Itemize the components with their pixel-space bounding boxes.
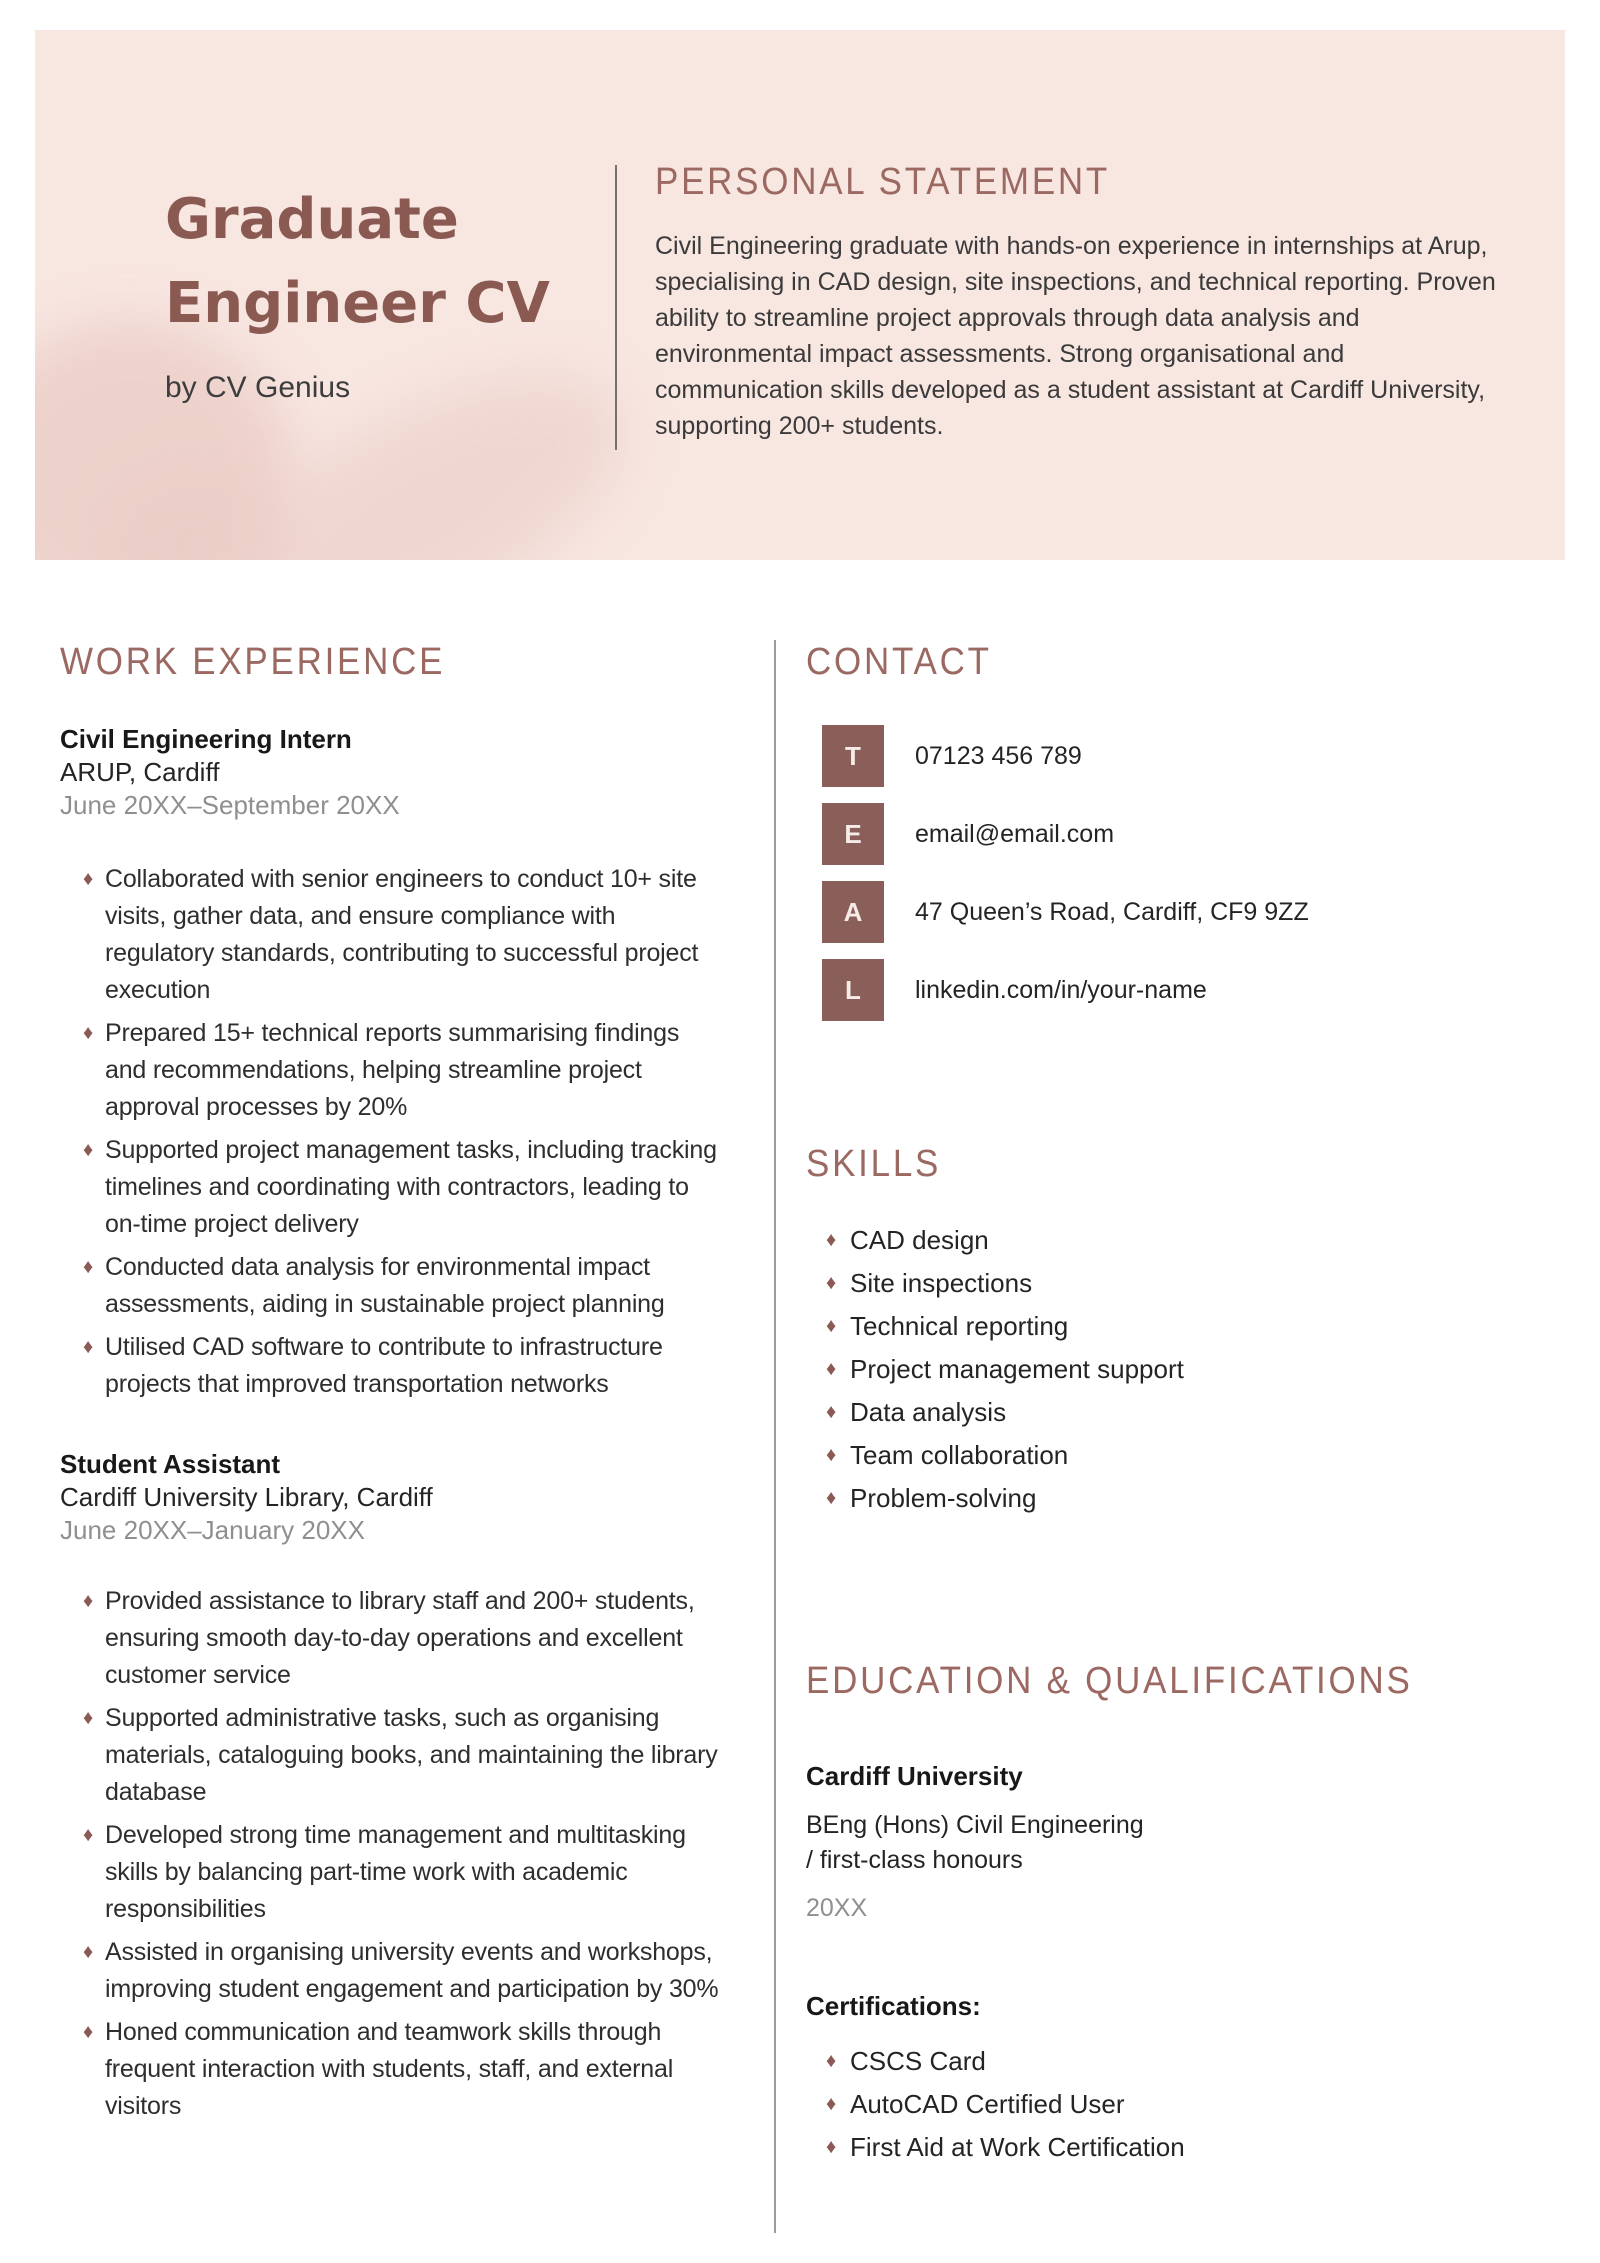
list-item	[60, 1015, 750, 1126]
list-item	[806, 1222, 1546, 1259]
diamond-bullet-icon: ♦	[83, 1590, 94, 1612]
job-title: Civil Engineering Intern	[60, 724, 352, 754]
diamond-bullet-icon: ♦	[826, 1487, 837, 1509]
certifications-list	[806, 2043, 1546, 2166]
job-dates: June 20XX–September 20XX	[60, 790, 400, 820]
education-section	[806, 1657, 1546, 2172]
list-item	[806, 1437, 1546, 1474]
header-divider	[615, 165, 617, 450]
byline: by CV Genius	[165, 371, 351, 404]
phone-value: 07123 456 789	[915, 741, 1082, 770]
graduation-year: 20XX	[806, 1894, 868, 1922]
diamond-bullet-icon: ♦	[83, 1336, 94, 1358]
work-experience-heading: WORK EXPERIENCE	[60, 641, 446, 683]
diamond-bullet-icon: ♦	[83, 1139, 94, 1161]
list-item	[806, 2086, 1546, 2123]
skill-text: Problem-solving	[850, 1483, 1037, 1513]
job-title: Student Assistant	[60, 1449, 281, 1479]
header-banner	[35, 30, 1565, 560]
degree-line-1: BEng (Hons) Civil Engineering	[806, 1811, 1144, 1839]
work-experience-section	[60, 638, 750, 2131]
diamond-bullet-icon: ♦	[826, 1444, 837, 1466]
bullet-text: Supported project management tasks, including tracking timelines and coordinating with contractors, leading to on-time project delivery	[105, 1136, 717, 1238]
column-divider	[774, 640, 776, 2233]
list-item	[806, 2129, 1546, 2166]
skill-text: Project management support	[850, 1354, 1184, 1384]
list-item	[60, 1817, 750, 1928]
job-bullet-list	[60, 1583, 750, 2125]
skills-section	[806, 1140, 1546, 1523]
contact-row-address	[822, 881, 1546, 943]
diamond-bullet-icon: ♦	[83, 1824, 94, 1846]
degree-line-2: / first-class honours	[806, 1846, 1023, 1874]
list-item	[60, 2014, 750, 2125]
contact-row-email	[822, 803, 1546, 865]
certification-text: CSCS Card	[850, 2046, 986, 2076]
skill-text: Site inspections	[850, 1268, 1033, 1298]
bullet-text: Utilised CAD software to contribute to infrastructure projects that improved transportation networks	[105, 1333, 663, 1398]
skill-text: Technical reporting	[850, 1311, 1069, 1341]
personal-statement-section	[655, 158, 1500, 444]
job-header	[60, 1448, 750, 1547]
phone-icon: T	[822, 725, 884, 787]
list-item	[806, 1394, 1546, 1431]
contact-section	[806, 638, 1546, 1021]
skill-text: Data analysis	[850, 1397, 1007, 1427]
job-org: ARUP, Cardiff	[60, 757, 220, 787]
diamond-bullet-icon: ♦	[83, 1707, 94, 1729]
list-item	[60, 1249, 750, 1323]
bullet-text: Assisted in organising university events and workshops, improving student engagement and participation by 30%	[105, 1938, 719, 2003]
bullet-text: Collaborated with senior engineers to conduct 10+ site visits, gather data, and ensure compliance with regulatory standards, contributing to successful project execution	[105, 865, 699, 1004]
diamond-bullet-icon: ♦	[826, 2136, 837, 2158]
diamond-bullet-icon: ♦	[83, 868, 94, 890]
list-item	[60, 1329, 750, 1403]
bullet-text: Supported administrative tasks, such as organising materials, cataloguing books, and maintaining the library database	[105, 1704, 718, 1806]
list-item	[60, 1132, 750, 1243]
diamond-bullet-icon: ♦	[83, 1941, 94, 1963]
diamond-bullet-icon: ♦	[826, 1229, 837, 1251]
list-item	[806, 1351, 1546, 1388]
diamond-bullet-icon: ♦	[826, 1315, 837, 1337]
linkedin-icon: L	[822, 959, 884, 1021]
skill-text: CAD design	[850, 1225, 989, 1255]
list-item	[806, 1480, 1546, 1517]
contact-row-linkedin	[822, 959, 1546, 1021]
skills-heading: SKILLS	[806, 1143, 942, 1185]
certification-text: AutoCAD Certified User	[850, 2089, 1125, 2119]
list-item	[60, 1583, 750, 1694]
education-heading: EDUCATION & QUALIFICATIONS	[806, 1660, 1413, 1702]
school-name: Cardiff University	[806, 1761, 1023, 1791]
diamond-bullet-icon: ♦	[826, 1358, 837, 1380]
list-item	[806, 1308, 1546, 1345]
list-item	[806, 1265, 1546, 1302]
list-item	[60, 1700, 750, 1811]
job-dates: June 20XX–January 20XX	[60, 1515, 365, 1545]
certifications-label: Certifications:	[806, 1991, 981, 2021]
degree-text	[806, 1808, 1546, 1878]
address-value: 47 Queen’s Road, Cardiff, CF9 9ZZ	[915, 897, 1309, 926]
diamond-bullet-icon: ♦	[826, 1272, 837, 1294]
diamond-bullet-icon: ♦	[826, 2093, 837, 2115]
bullet-text: Honed communication and teamwork skills through frequent interaction with students, staff, and external visitors	[105, 2018, 674, 2120]
bullet-text: Provided assistance to library staff and 200+ students, ensuring smooth day-to-day operations and excellent customer service	[105, 1587, 695, 1689]
contact-row-phone	[822, 725, 1546, 787]
diamond-bullet-icon: ♦	[83, 1256, 94, 1278]
email-value: email@email.com	[915, 819, 1115, 848]
job-org: Cardiff University Library, Cardiff	[60, 1482, 433, 1512]
email-icon: E	[822, 803, 884, 865]
contact-list	[806, 725, 1546, 1021]
diamond-bullet-icon: ♦	[826, 2050, 837, 2072]
contact-heading: CONTACT	[806, 641, 992, 683]
diamond-bullet-icon: ♦	[83, 1022, 94, 1044]
page-title: Graduate Engineer CV	[165, 187, 550, 336]
personal-statement-heading: PERSONAL STATEMENT	[655, 161, 1111, 203]
list-item	[806, 2043, 1546, 2080]
bullet-text: Prepared 15+ technical reports summarising findings and recommendations, helping streamline project approval processes by 20%	[105, 1019, 680, 1121]
list-item	[60, 861, 750, 1009]
list-item	[60, 1934, 750, 2008]
certification-text: First Aid at Work Certification	[850, 2132, 1185, 2162]
address-icon: A	[822, 881, 884, 943]
personal-statement-text: Civil Engineering graduate with hands-on experience in internships at Arup, specialising in CAD design, site inspections, and technical reporting. Proven ability to streamline project approvals through data analysis and environmental impact assessments. Strong organisational and communication skills developed as a student assistant at Cardiff University, supporting 200+ students.	[655, 232, 1496, 440]
diamond-bullet-icon: ♦	[826, 1401, 837, 1423]
diamond-bullet-icon: ♦	[83, 2021, 94, 2043]
linkedin-value: linkedin.com/in/your-name	[915, 975, 1207, 1004]
bullet-text: Conducted data analysis for environmental impact assessments, aiding in sustainable project planning	[105, 1253, 665, 1318]
skill-text: Team collaboration	[850, 1440, 1069, 1470]
skills-list	[806, 1222, 1546, 1517]
job-header	[60, 723, 750, 822]
bullet-text: Developed strong time management and multitasking skills by balancing part-time work with academic responsibilities	[105, 1821, 686, 1923]
job-bullet-list	[60, 861, 750, 1403]
